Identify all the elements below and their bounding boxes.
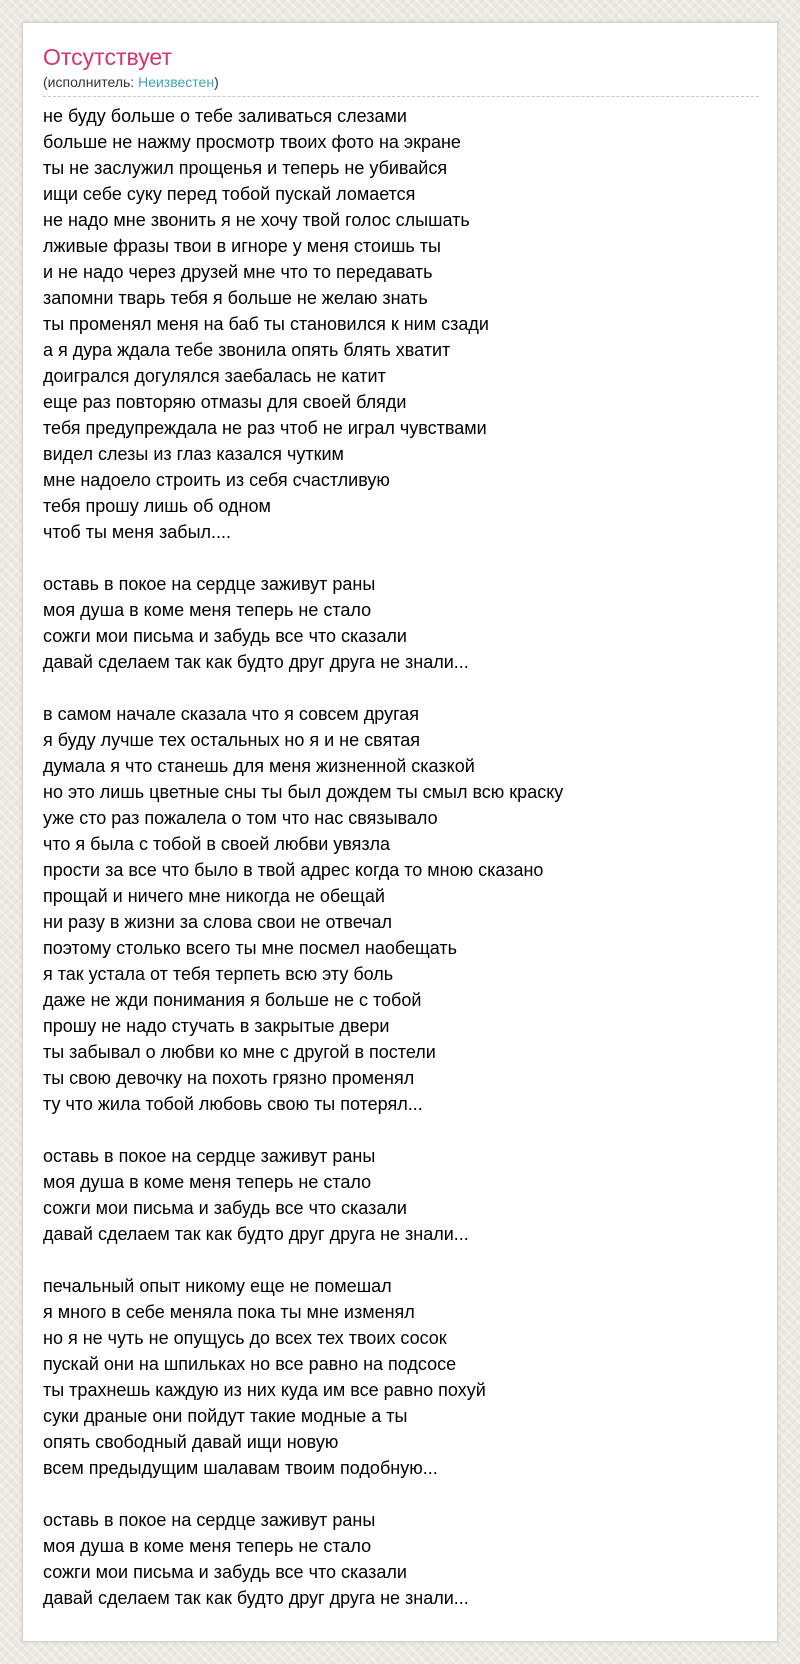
lyric-line: думала я что станешь для меня жизненной сказкой	[43, 756, 475, 776]
lyric-line: даже не жди понимания я больше не с тобой	[43, 990, 422, 1010]
lyric-line: прошу не надо стучать в закрытые двери	[43, 1016, 390, 1036]
artist-line	[43, 73, 759, 97]
lyric-line: прости за все что было в твой адрес когда то мною сказано	[43, 860, 544, 880]
lyric-line: давай сделаем так как будто друг друга не знали...	[43, 1588, 469, 1608]
lyric-line: я много в себе меняла пока ты мне изменял	[43, 1302, 415, 1322]
lyric-line: моя душа в коме меня теперь не стало	[43, 600, 372, 620]
lyric-line: тебя предупреждала не раз чтоб не играл чувствами	[43, 418, 487, 438]
lyric-line: оставь в покое на сердце заживут раны	[43, 1510, 376, 1530]
lyrics-stanza	[43, 701, 759, 1117]
lyric-line: доигрался догулялся заебалась не катит	[43, 366, 386, 386]
lyric-line: видел слезы из глаз казался чутким	[43, 444, 344, 464]
lyric-line: не надо мне звонить я не хочу твой голос слышать	[43, 210, 470, 230]
lyric-line: и не надо через друзей мне что то передавать	[43, 262, 433, 282]
lyric-line: ты трахнешь каждую из них куда им все равно похуй	[43, 1380, 486, 1400]
lyric-line: что я была с тобой в своей любви увязла	[43, 834, 390, 854]
lyric-line: сожги мои письма и забудь все что сказали	[43, 1562, 407, 1582]
lyric-line: печальный опыт никому еще не помешал	[43, 1276, 392, 1296]
lyric-line: ты не заслужил прощенья и теперь не убивайся	[43, 158, 448, 178]
artist-prefix: (исполнитель:	[43, 74, 139, 90]
lyric-line: давай сделаем так как будто друг друга не знали...	[43, 1224, 469, 1244]
lyric-line: опять свободный давай ищи новую	[43, 1432, 339, 1452]
artist-link[interactable]: Неизвестен	[138, 74, 215, 90]
lyrics-stanza	[43, 1507, 759, 1611]
lyric-line: ты забывал о любви ко мне с другой в постели	[43, 1042, 436, 1062]
lyric-line: больше не нажму просмотр твоих фото на экране	[43, 132, 461, 152]
lyrics-body	[43, 103, 759, 1637]
song-header	[43, 43, 759, 97]
lyric-line: ту что жила тобой любовь свою ты потерял...	[43, 1094, 423, 1114]
lyric-line: но это лишь цветные сны ты был дождем ты смыл всю краску	[43, 782, 564, 802]
lyrics-stanza	[43, 103, 759, 545]
lyric-line: еще раз повторяю отмазы для своей бляди	[43, 392, 407, 412]
lyric-line: сожги мои письма и забудь все что сказали	[43, 626, 407, 646]
lyric-line: в самом начале сказала что я совсем другая	[43, 704, 420, 724]
lyric-line: оставь в покое на сердце заживут раны	[43, 1146, 376, 1166]
lyric-line: не буду больше о тебе заливаться слезами	[43, 106, 407, 126]
lyric-line: сожги мои письма и забудь все что сказали	[43, 1198, 407, 1218]
lyric-line: запомни тварь тебя я больше не желаю знать	[43, 288, 428, 308]
lyrics-stanza	[43, 1273, 759, 1481]
lyric-line: давай сделаем так как будто друг друга не знали...	[43, 652, 469, 672]
lyrics-stanza	[43, 1143, 759, 1247]
lyric-line: а я дура ждала тебе звонила опять блять хватит	[43, 340, 451, 360]
lyric-line: чтоб ты меня забыл....	[43, 522, 232, 542]
lyric-line: пускай они на шпильках но все равно на подсосе	[43, 1354, 457, 1374]
lyric-line: прощай и ничего мне никогда не обещай	[43, 886, 385, 906]
lyric-line: ты променял меня на баб ты становился к ним сзади	[43, 314, 489, 334]
lyric-line: моя душа в коме меня теперь не стало	[43, 1172, 372, 1192]
lyrics-stanza	[43, 571, 759, 675]
lyric-line: я так устала от тебя терпеть всю эту боль	[43, 964, 394, 984]
song-title: Отсутствует	[43, 44, 172, 70]
lyric-line: моя душа в коме меня теперь не стало	[43, 1536, 372, 1556]
lyric-line: тебя прошу лишь об одном	[43, 496, 271, 516]
artist-suffix: )	[214, 74, 219, 90]
lyric-line: лживые фразы твои в игноре у меня стоишь ты	[43, 236, 441, 256]
lyric-line: ищи себе суку перед тобой пускай ломается	[43, 184, 416, 204]
lyric-line: суки драные они пойдут такие модные а ты	[43, 1406, 408, 1426]
lyric-line: но я не чуть не опущусь до всех тех твоих сосок	[43, 1328, 447, 1348]
lyric-line: уже сто раз пожалела о том что нас связывало	[43, 808, 438, 828]
lyric-line: оставь в покое на сердце заживут раны	[43, 574, 376, 594]
lyric-line: я буду лучше тех остальных но я и не святая	[43, 730, 420, 750]
lyrics-card	[22, 22, 778, 1642]
lyric-line: поэтому столько всего ты мне посмел наобещать	[43, 938, 458, 958]
lyric-line: всем предыдущим шалавам твоим подобную...	[43, 1458, 438, 1478]
lyric-line: ни разу в жизни за слова свои не отвечал	[43, 912, 393, 932]
lyric-line: мне надоело строить из себя счастливую	[43, 470, 390, 490]
lyric-line: ты свою девочку на похоть грязно променял	[43, 1068, 415, 1088]
